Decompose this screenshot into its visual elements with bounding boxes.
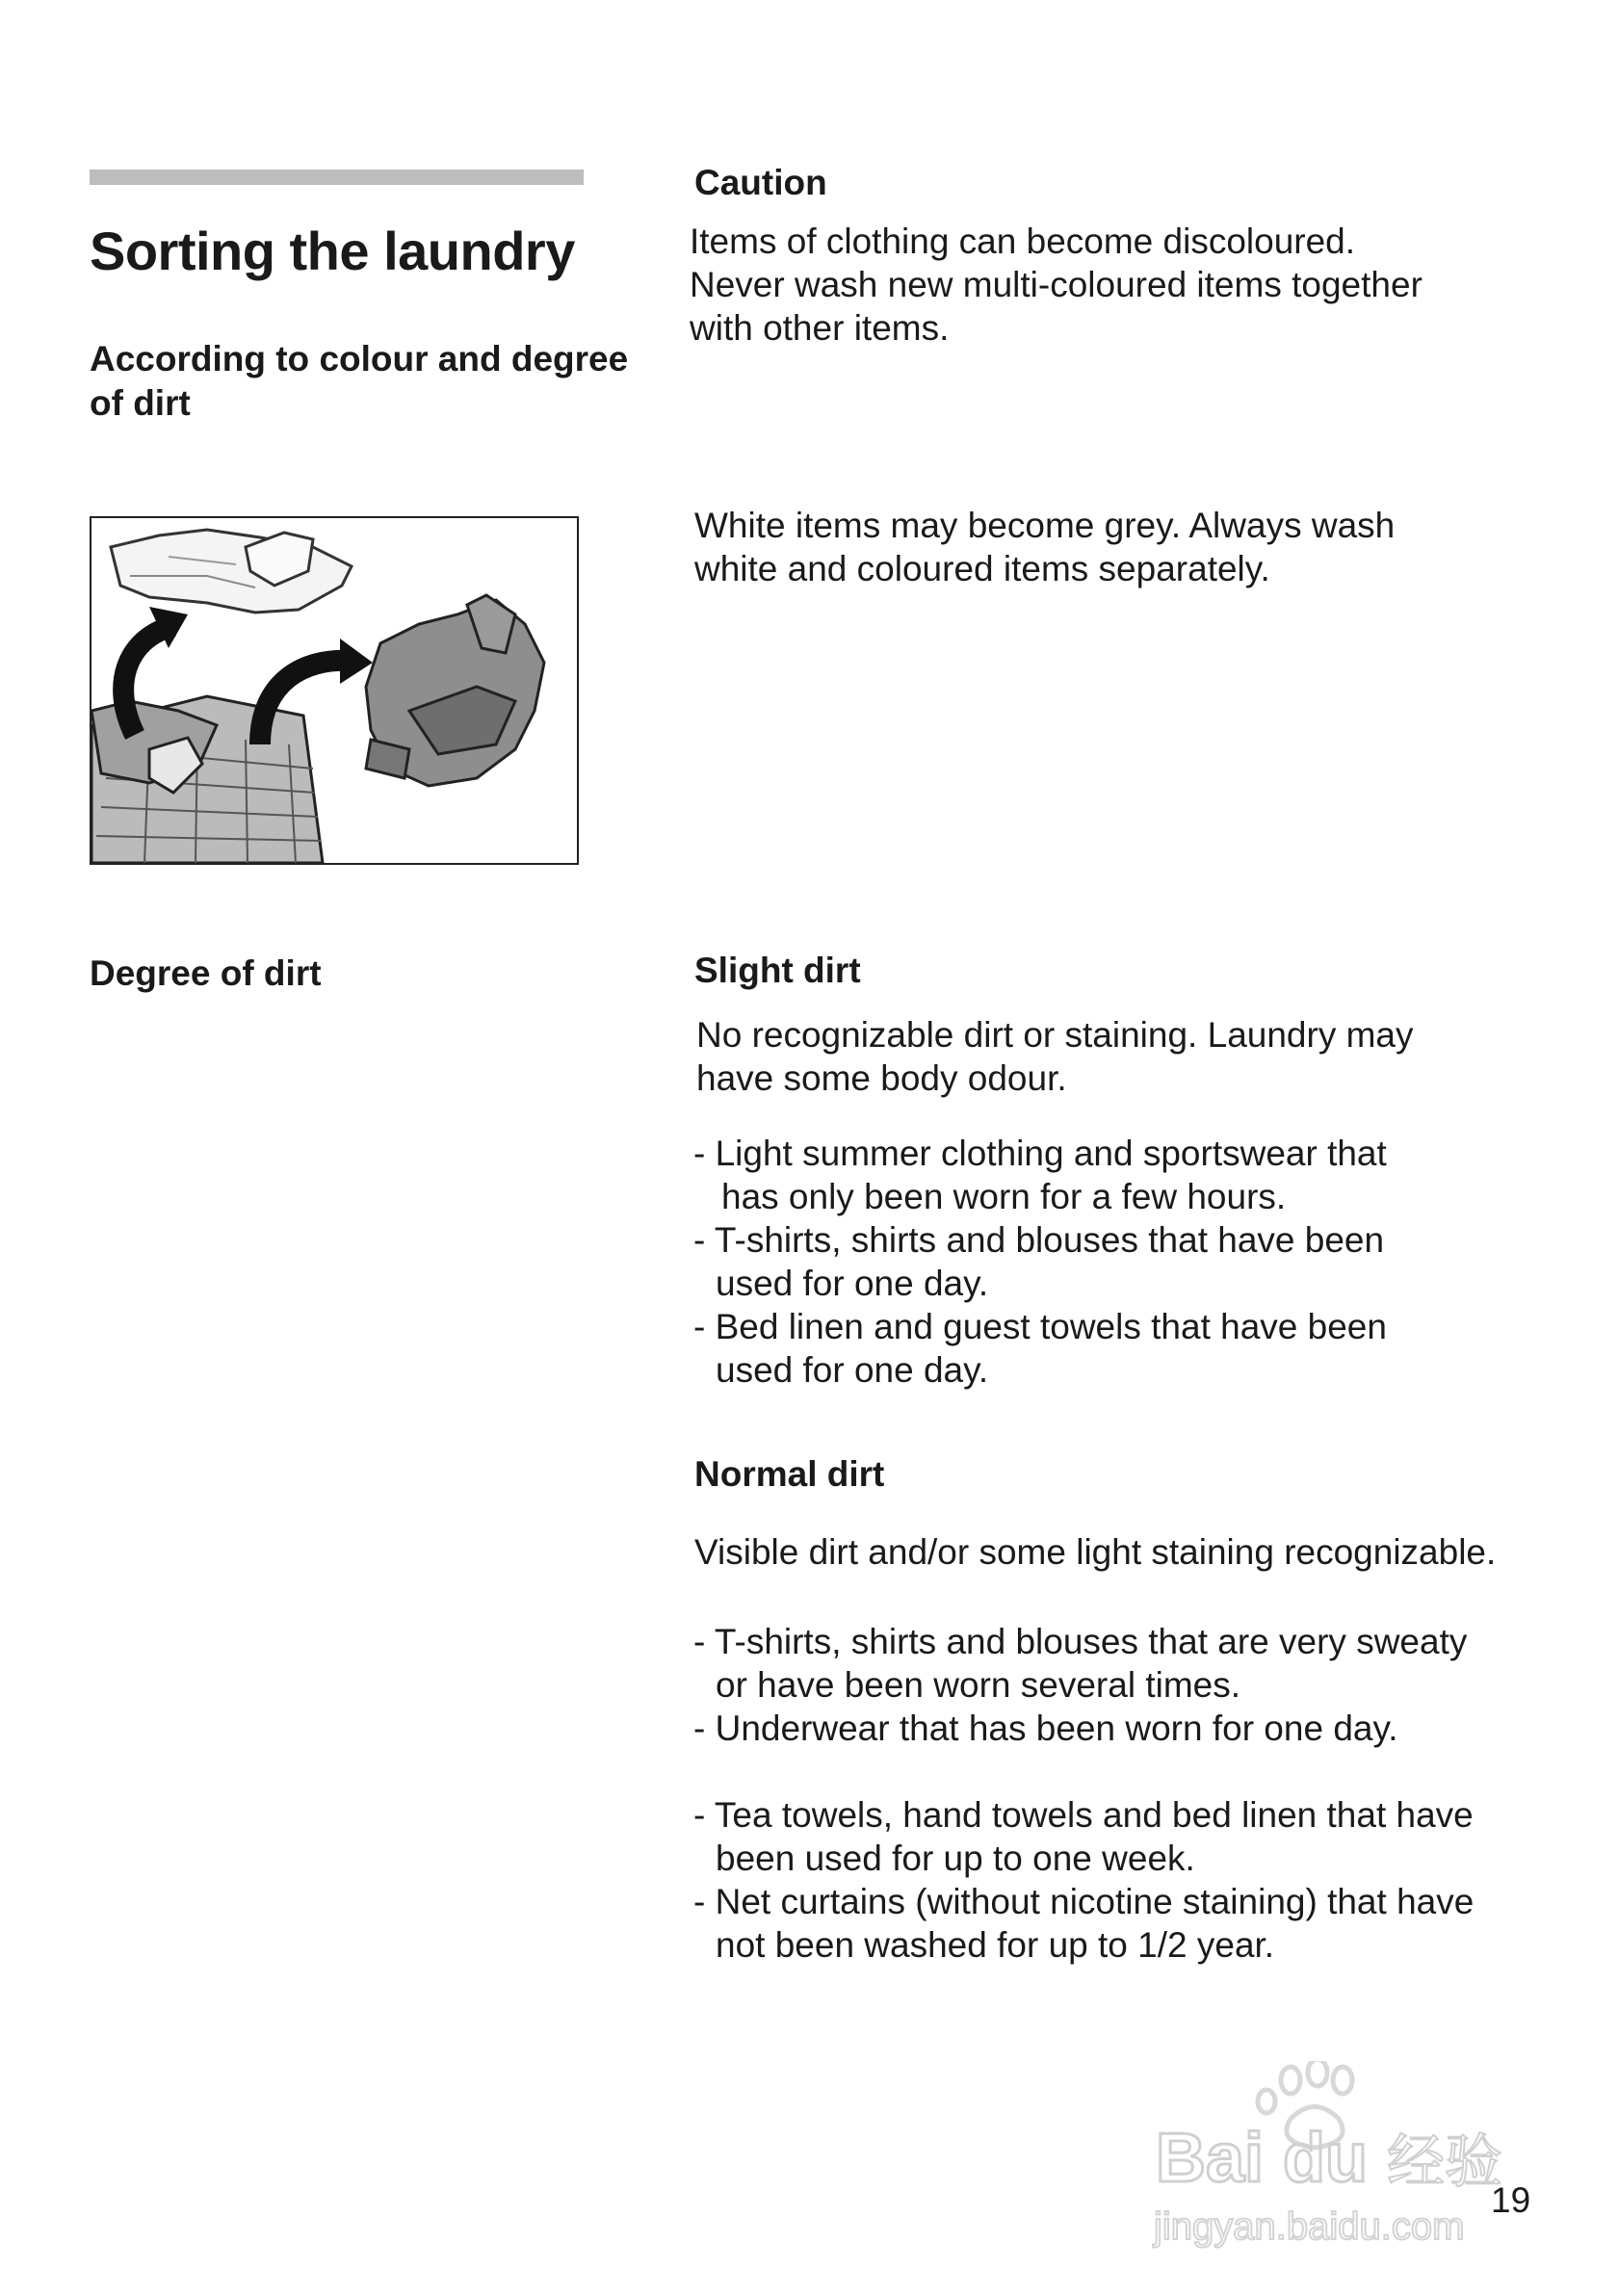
- list-item-continuation: or have been worn several times.: [716, 1665, 1240, 1705]
- list-item: [693, 1620, 1467, 1707]
- slight-dirt-description: [696, 1013, 1414, 1100]
- list-item: [693, 1132, 1387, 1218]
- list-item-continuation: not been washed for up to 1/2 year.: [716, 1925, 1275, 1965]
- caution-text: [690, 220, 1422, 350]
- list-item-continuation: used for one day.: [716, 1350, 989, 1390]
- watermark-brand: Bai du: [1156, 2120, 1369, 2197]
- white-items-note: [694, 504, 1395, 590]
- normal-dirt-heading: Normal dirt: [694, 1454, 885, 1494]
- list-item: [693, 1305, 1387, 1392]
- description-line: No recognizable dirt or staining. Laundry may: [696, 1015, 1414, 1055]
- list-item-text: - Light summer clothing and sportswear that: [693, 1134, 1387, 1173]
- caution-line: Items of clothing can become discoloured.: [690, 222, 1356, 261]
- slight-dirt-heading: Slight dirt: [694, 951, 861, 990]
- baidu-paw-icon: [1146, 2061, 1551, 2254]
- list-item: [693, 1218, 1387, 1305]
- baidu-watermark: [1146, 2061, 1551, 2254]
- list-item: [693, 1707, 1467, 1750]
- list-item-text: - Net curtains (without nicotine staining) that have: [693, 1882, 1474, 1921]
- page-title: Sorting the laundry: [90, 221, 575, 281]
- slight-dirt-list: [693, 1132, 1387, 1392]
- list-item: [693, 1793, 1474, 1880]
- laundry-sorting-illustration: [90, 516, 579, 865]
- caution-line: Never wash new multi-coloured items together: [690, 265, 1422, 304]
- list-item-text: - Bed linen and guest towels that have been: [693, 1307, 1387, 1346]
- section-subheading: According to colour and degree of dirt: [90, 339, 629, 423]
- list-item-continuation: has only been worn for a few hours.: [721, 1177, 1287, 1216]
- watermark-url: jingyan.baidu.com: [1154, 2205, 1465, 2248]
- laundry-basket-icon: [91, 518, 577, 863]
- description-line: have some body odour.: [696, 1058, 1067, 1098]
- page-number: 19: [1491, 2180, 1531, 2220]
- list-item-text: - Underwear that has been worn for one day.: [693, 1709, 1398, 1748]
- list-item-continuation: been used for up to one week.: [716, 1839, 1195, 1878]
- note-line: white and coloured items separately.: [694, 549, 1270, 588]
- list-item-text: - Tea towels, hand towels and bed linen that have: [693, 1795, 1474, 1835]
- list-item: [693, 1880, 1474, 1967]
- degree-of-dirt-label: Degree of dirt: [90, 953, 322, 993]
- list-item-continuation: used for one day.: [716, 1264, 989, 1303]
- note-line: White items may become grey. Always wash: [694, 506, 1396, 545]
- normal-dirt-list-b: [693, 1793, 1474, 1967]
- watermark-cn: 经验: [1387, 2128, 1502, 2196]
- section-divider: [90, 170, 584, 185]
- caution-line: with other items.: [690, 308, 950, 348]
- list-item-text: - T-shirts, shirts and blouses that have been: [693, 1220, 1385, 1260]
- list-item-text: - T-shirts, shirts and blouses that are very sweaty: [693, 1622, 1468, 1661]
- normal-dirt-list-a: [693, 1620, 1467, 1750]
- caution-heading: Caution: [694, 163, 827, 202]
- normal-dirt-description: Visible dirt and/or some light staining recognizable.: [694, 1532, 1497, 1572]
